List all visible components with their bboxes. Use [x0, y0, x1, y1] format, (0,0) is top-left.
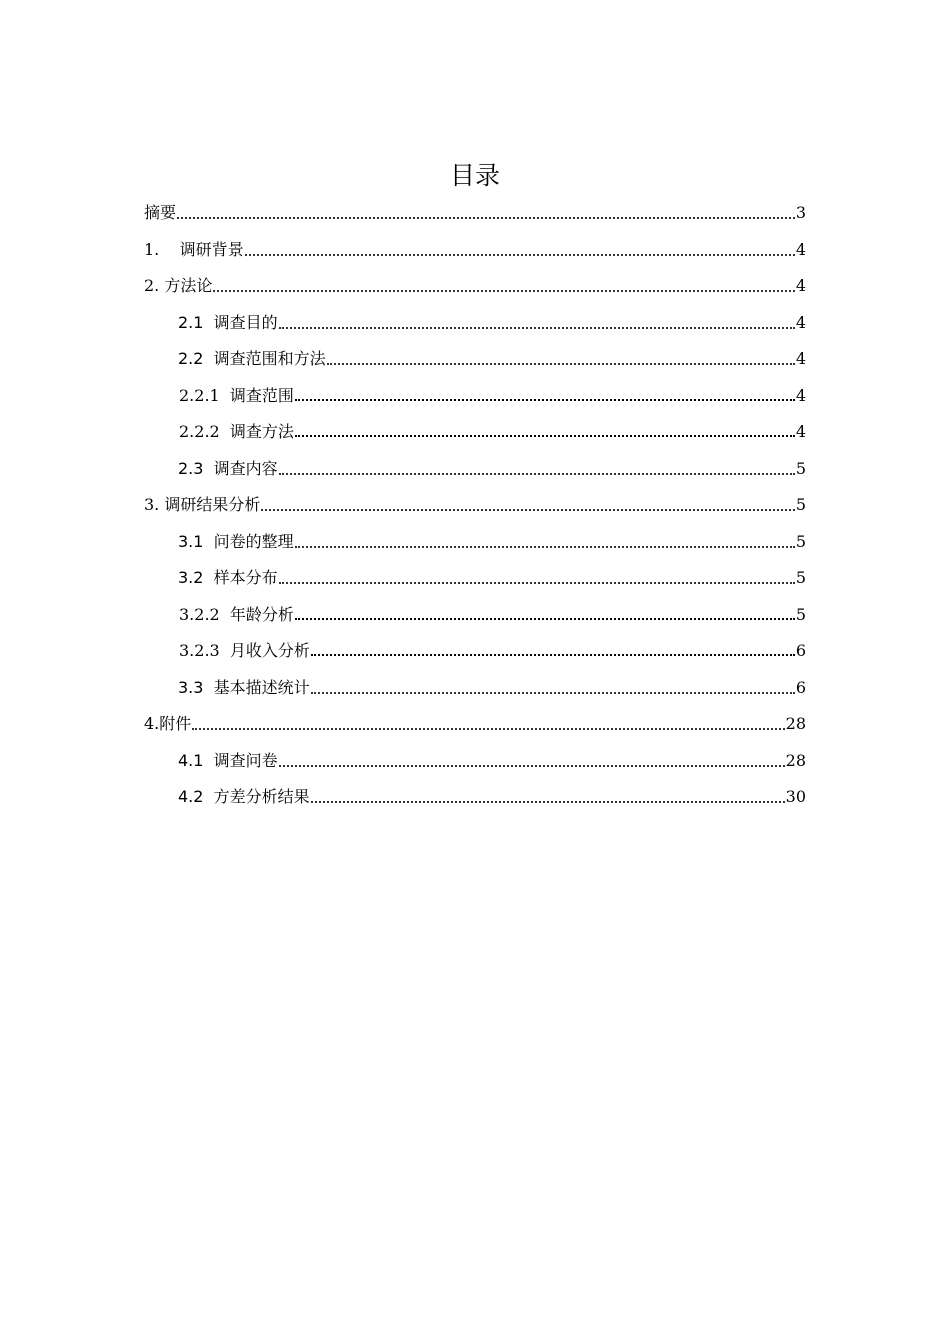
toc-entry[interactable] [144, 232, 806, 269]
toc-entry-page: 5 [795, 568, 806, 588]
toc-entry-label: 2.2 调查范围和方法 [178, 349, 326, 369]
dot-leader [245, 240, 795, 260]
dot-leader [295, 605, 795, 625]
toc-entry-page: 4 [795, 276, 806, 296]
dot-leader [311, 787, 785, 807]
toc-entry-label: 1. 调研背景 [144, 239, 244, 259]
toc-entry[interactable] [144, 305, 806, 342]
dot-leader [295, 422, 795, 442]
toc-entry-label: 2.1 调查目的 [178, 312, 278, 332]
dot-leader [279, 751, 785, 771]
toc-entry[interactable] [144, 378, 806, 415]
toc-entry[interactable] [144, 195, 806, 232]
toc-entry-page: 6 [795, 641, 806, 661]
table-of-contents [144, 195, 806, 816]
dot-leader [279, 459, 795, 479]
toc-entry-label: 3.1 问卷的整理 [178, 531, 294, 551]
toc-title: 目录 [449, 161, 500, 190]
dot-leader [279, 313, 795, 333]
toc-entry-page: 5 [795, 495, 806, 515]
dot-leader [327, 349, 795, 369]
dot-leader [279, 568, 795, 588]
toc-entry-page: 4 [795, 312, 806, 332]
dot-leader [311, 678, 795, 698]
toc-entry[interactable] [144, 487, 806, 524]
toc-entry-page: 5 [795, 458, 806, 478]
toc-entry[interactable] [144, 633, 806, 670]
dot-leader [295, 386, 795, 406]
toc-entry[interactable] [144, 670, 806, 707]
toc-entry-page: 30 [785, 787, 806, 807]
toc-entry-label: 摘要 [144, 203, 177, 223]
dot-leader [213, 276, 794, 296]
toc-entry-page: 4 [795, 239, 806, 259]
toc-entry-page: 28 [785, 714, 806, 734]
toc-entry-page: 4 [795, 349, 806, 369]
toc-entry[interactable] [144, 524, 806, 561]
toc-entry-label: 3. 调研结果分析 [144, 495, 261, 515]
toc-entry[interactable] [144, 743, 806, 780]
dot-leader [261, 495, 794, 515]
toc-entry-page: 4 [795, 385, 806, 405]
toc-entry-page: 5 [795, 604, 806, 624]
toc-entry-page: 28 [785, 750, 806, 770]
toc-entry-label: 4.2 方差分析结果 [178, 787, 310, 807]
toc-entry-label: 3.3 基本描述统计 [178, 677, 310, 697]
toc-entry-label: 3.2.3 月收入分析 [179, 641, 310, 661]
toc-entry[interactable] [144, 451, 806, 488]
dot-leader [311, 641, 795, 661]
toc-entry[interactable] [144, 597, 806, 634]
toc-entry[interactable] [144, 779, 806, 816]
toc-entry-label: 4.附件 [144, 714, 192, 734]
toc-entry-page: 4 [795, 422, 806, 442]
toc-entry-label: 2.2.1 调查范围 [179, 385, 294, 405]
toc-entry-page: 5 [795, 531, 806, 551]
toc-entry[interactable] [144, 268, 806, 305]
dot-leader [192, 714, 784, 734]
toc-entry-label: 2. 方法论 [144, 276, 213, 296]
toc-entry-label: 4.1 调查问卷 [178, 750, 278, 770]
toc-entry-label: 3.2.2 年龄分析 [179, 604, 294, 624]
toc-entry-label: 2.3 调查内容 [178, 458, 278, 478]
toc-entry-page: 3 [795, 203, 806, 223]
dot-leader [177, 203, 795, 223]
toc-entry[interactable] [144, 414, 806, 451]
toc-entry-page: 6 [795, 677, 806, 697]
toc-entry[interactable] [144, 560, 806, 597]
dot-leader [295, 532, 795, 552]
toc-entry-label: 3.2 样本分布 [178, 568, 278, 588]
toc-entry[interactable] [144, 706, 806, 743]
toc-entry[interactable] [144, 341, 806, 378]
toc-entry-label: 2.2.2 调查方法 [179, 422, 294, 442]
